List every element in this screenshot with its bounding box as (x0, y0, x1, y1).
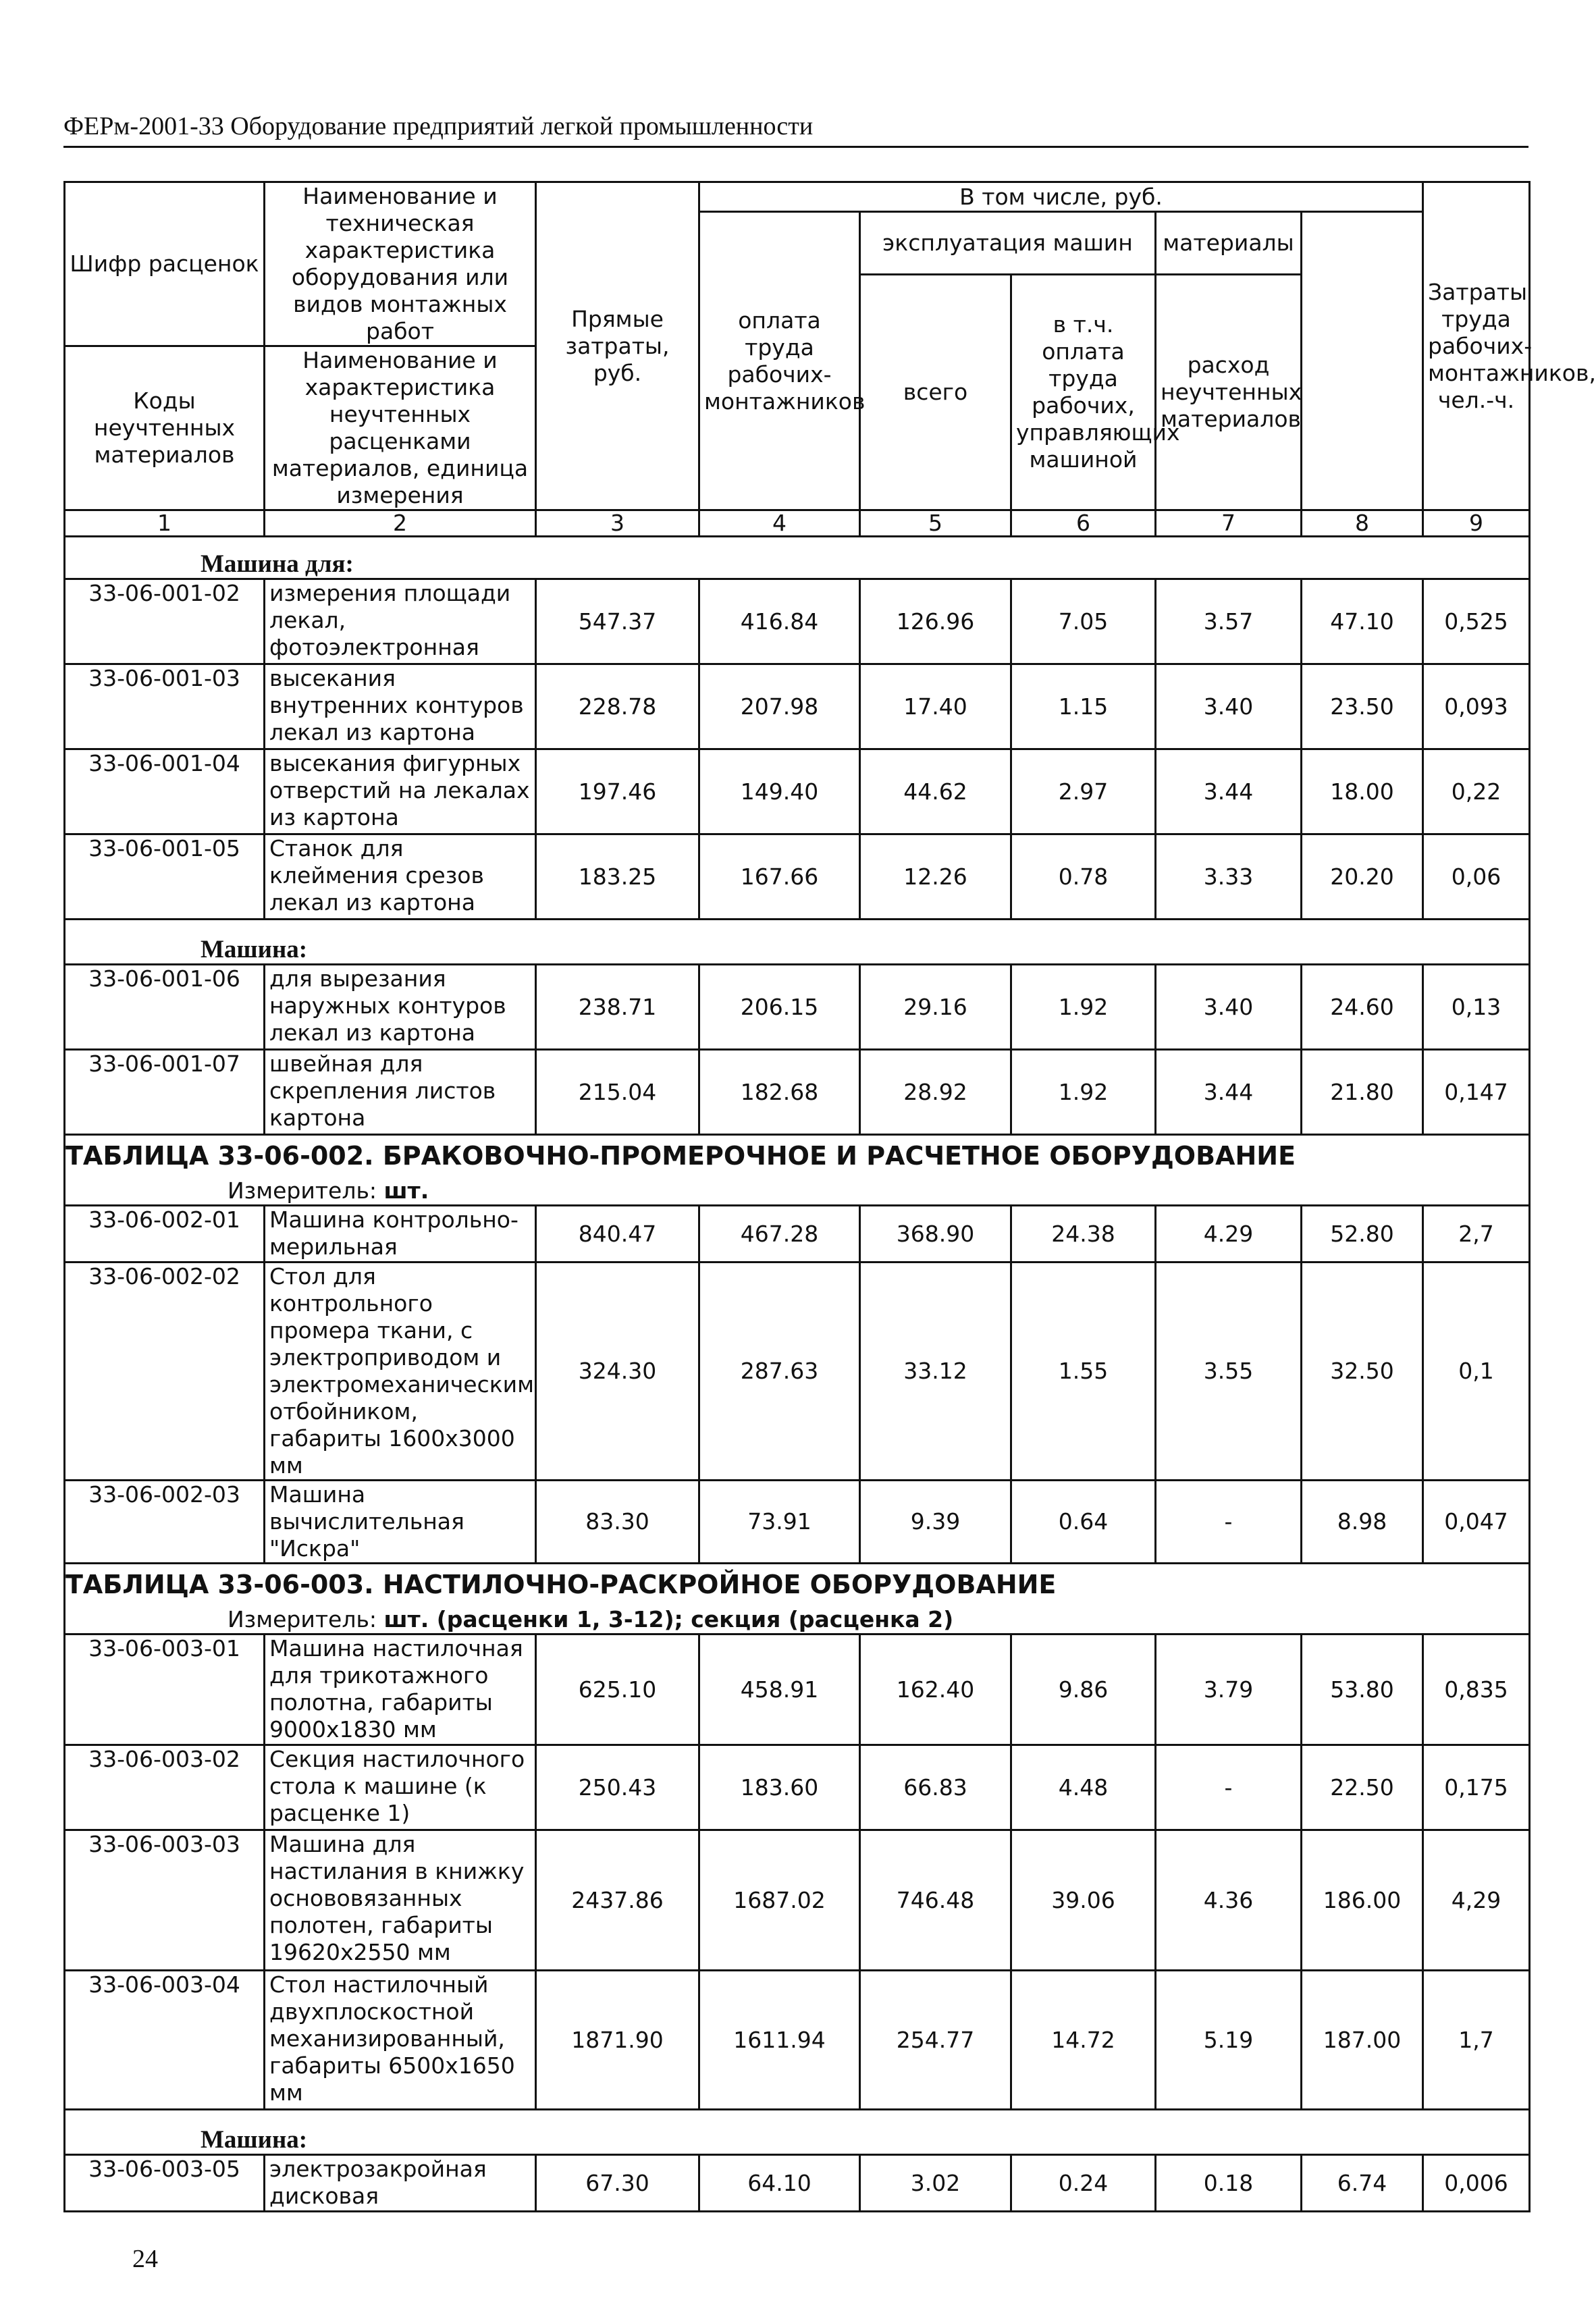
col-header-machines-total: всего (860, 274, 1011, 510)
materials: 3.40 (1156, 965, 1302, 1050)
col-header-labor-pay: оплата труда рабочих-монтажников (699, 212, 860, 510)
table-title: ТАБЛИЦА 33-06-003. НАСТИЛОЧНО-РАСКРОЙНОЕ ОБОРУДОВАНИЕ (65, 1564, 1530, 1605)
rate-code: 33-06-001-04 (65, 749, 265, 834)
group-label: Машина для: (65, 537, 1530, 579)
labor-hours: 6.74 (1302, 2155, 1423, 2212)
rate-code: 33-06-003-03 (65, 1830, 265, 1971)
rate-code: 33-06-003-01 (65, 1634, 265, 1745)
rate-name: Станок для клеймения срезов лекал из картона (265, 834, 536, 920)
machines-total: 126.96 (860, 579, 1011, 664)
rate-name: Стол для контрольного промера ткани, с электроприводом и электромеханическим отбойником, габариты 1600х3000 мм (265, 1262, 536, 1481)
labor-hours: 53.80 (1302, 1634, 1423, 1745)
labor-pay: 206.15 (699, 965, 860, 1050)
labor-pay: 182.68 (699, 1050, 860, 1135)
table-row (65, 2155, 1530, 2212)
labor-pay: 73.91 (699, 1481, 860, 1564)
machines-total: 66.83 (860, 1745, 1011, 1830)
measure-label: Измеритель: (228, 1177, 377, 1204)
column-number: 4 (699, 510, 860, 537)
rate-code: 33-06-002-02 (65, 1262, 265, 1481)
materials: - (1156, 1745, 1302, 1830)
labor-pay: 287.63 (699, 1262, 860, 1481)
labor-hours: 23.50 (1302, 664, 1423, 749)
labor-pay: 1611.94 (699, 1971, 860, 2110)
measure-value: шт. (расценки 1, 3-12); секция (расценка 2) (383, 1606, 954, 1632)
measure-unit (65, 1605, 1530, 1634)
machines-operators: 0.64 (1011, 1481, 1156, 1564)
rate-name: для вырезания наружных контуров лекал из картона (265, 965, 536, 1050)
table-title: ТАБЛИЦА 33-06-002. БРАКОВОЧНО-ПРОМЕРОЧНОЕ И РАСЧЕТНОЕ ОБОРУДОВАНИЕ (65, 1135, 1530, 1177)
materials: 3.57 (1156, 579, 1302, 664)
materials: - (1156, 1481, 1302, 1564)
rate-code: 33-06-002-03 (65, 1481, 265, 1564)
materials: 4.36 (1156, 1830, 1302, 1971)
group-row (65, 920, 1530, 965)
column-number: 9 (1423, 510, 1530, 537)
column-numbers-row (65, 510, 1530, 537)
labor-hours: 18.00 (1302, 749, 1423, 834)
group-row (65, 2110, 1530, 2155)
rate-name: Стол настилочный двухплоскостной механизированный, габариты 6500х1650 мм (265, 1971, 536, 2110)
rate-code: 33-06-002-01 (65, 1206, 265, 1262)
table-row (65, 1050, 1530, 1135)
rate-name: высекания внутренних контуров лекал из картона (265, 664, 536, 749)
labor-hours: 47.10 (1302, 579, 1423, 664)
equipment-mass: 0,525 (1423, 579, 1530, 664)
direct-cost: 625.10 (536, 1634, 699, 1745)
materials: 3.40 (1156, 664, 1302, 749)
col-header-name-top: Наименование и техническая характеристика оборудования или видов монтажных работ (265, 182, 536, 346)
labor-pay: 167.66 (699, 834, 860, 920)
table-row (65, 1481, 1530, 1564)
machines-operators: 1.92 (1011, 965, 1156, 1050)
machines-total: 3.02 (860, 2155, 1011, 2212)
direct-cost: 215.04 (536, 1050, 699, 1135)
machines-operators: 14.72 (1011, 1971, 1156, 2110)
rate-code: 33-06-001-03 (65, 664, 265, 749)
labor-pay: 467.28 (699, 1206, 860, 1262)
labor-pay: 416.84 (699, 579, 860, 664)
table-title-row (65, 1135, 1530, 1177)
machines-operators: 0.78 (1011, 834, 1156, 920)
direct-cost: 2437.86 (536, 1830, 699, 1971)
equipment-mass: 0,1 (1423, 1262, 1530, 1481)
direct-cost: 228.78 (536, 664, 699, 749)
measure-row (65, 1176, 1530, 1206)
measure-unit (65, 1176, 1530, 1206)
column-number: 3 (536, 510, 699, 537)
machines-operators: 7.05 (1011, 579, 1156, 664)
table-row (65, 1206, 1530, 1262)
rate-name: швейная для скрепления листов картона (265, 1050, 536, 1135)
labor-pay: 1687.02 (699, 1830, 860, 1971)
rate-code: 33-06-001-02 (65, 579, 265, 664)
rates-table (63, 181, 1596, 2212)
equipment-mass: 0,147 (1423, 1050, 1530, 1135)
equipment-mass: 0,175 (1423, 1745, 1530, 1830)
machines-operators: 1.55 (1011, 1262, 1156, 1481)
machines-operators: 39.06 (1011, 1830, 1156, 1971)
rate-code: 33-06-003-04 (65, 1971, 265, 2110)
table-title-row (65, 1564, 1530, 1605)
rate-name: Машина для настилания в книжку основовязанных полотен, габариты 19620х2550 мм (265, 1830, 536, 1971)
labor-hours: 20.20 (1302, 834, 1423, 920)
labor-hours: 22.50 (1302, 1745, 1423, 1830)
table-row (65, 1830, 1530, 1971)
labor-pay: 207.98 (699, 664, 860, 749)
equipment-mass: 0,047 (1423, 1481, 1530, 1564)
labor-hours: 21.80 (1302, 1050, 1423, 1135)
equipment-mass: 0,13 (1423, 965, 1530, 1050)
group-label: Машина: (65, 920, 1530, 965)
rate-code: 33-06-001-07 (65, 1050, 265, 1135)
equipment-mass: 4,29 (1423, 1830, 1530, 1971)
column-number: 1 (65, 510, 265, 537)
machines-total: 12.26 (860, 834, 1011, 920)
rate-name: электрозакройная дисковая (265, 2155, 536, 2212)
table-row (65, 834, 1530, 920)
machines-total: 162.40 (860, 1634, 1011, 1745)
column-number: 2 (265, 510, 536, 537)
materials: 5.19 (1156, 1971, 1302, 2110)
materials: 3.79 (1156, 1634, 1302, 1745)
page-number: 24 (132, 2245, 158, 2273)
labor-hours: 186.00 (1302, 1830, 1423, 1971)
direct-cost: 840.47 (536, 1206, 699, 1262)
col-header-code-top: Шифр расценок (65, 182, 265, 346)
direct-cost: 1871.90 (536, 1971, 699, 2110)
machines-total: 254.77 (860, 1971, 1011, 2110)
col-header-including: В том числе, руб. (699, 182, 1423, 212)
equipment-mass: 0,22 (1423, 749, 1530, 834)
table-row (65, 1262, 1530, 1481)
measure-value: шт. (383, 1177, 429, 1204)
equipment-mass: 0,006 (1423, 2155, 1530, 2212)
rate-code: 33-06-001-05 (65, 834, 265, 920)
materials: 3.33 (1156, 834, 1302, 920)
labor-hours: 8.98 (1302, 1481, 1423, 1564)
machines-total: 28.92 (860, 1050, 1011, 1135)
direct-cost: 83.30 (536, 1481, 699, 1564)
direct-cost: 324.30 (536, 1262, 699, 1481)
table-row (65, 965, 1530, 1050)
col-header-extra (1302, 212, 1423, 510)
equipment-mass: 0,06 (1423, 834, 1530, 920)
col-header-direct: Прямые затраты, руб. (536, 182, 699, 510)
group-row (65, 537, 1530, 579)
col-header-machines-operators: в т.ч. оплата труда рабочих, управляющих машиной (1011, 274, 1156, 510)
rate-code: 33-06-001-06 (65, 965, 265, 1050)
equipment-mass: 0,835 (1423, 1634, 1530, 1745)
equipment-mass: 0,093 (1423, 664, 1530, 749)
rate-code: 33-06-003-02 (65, 1745, 265, 1830)
machines-total: 746.48 (860, 1830, 1011, 1971)
machines-total: 368.90 (860, 1206, 1011, 1262)
column-number: 8 (1302, 510, 1423, 537)
machines-operators: 1.92 (1011, 1050, 1156, 1135)
labor-pay: 458.91 (699, 1634, 860, 1745)
group-label: Машина: (65, 2110, 1530, 2155)
measure-label: Измеритель: (228, 1606, 377, 1632)
materials: 3.55 (1156, 1262, 1302, 1481)
machines-total: 9.39 (860, 1481, 1011, 1564)
machines-total: 44.62 (860, 749, 1011, 834)
machines-operators: 9.86 (1011, 1634, 1156, 1745)
page-header: ФЕРм-2001-33 Оборудование предприятий легкой промышленности (63, 109, 1528, 148)
labor-hours: 52.80 (1302, 1206, 1423, 1262)
rate-name: Машина настилочная для трикотажного полотна, габариты 9000х1830 мм (265, 1634, 536, 1745)
col-header-name-bottom: Наименование и характеристика неучтенных расценками материалов, единица измерения (265, 346, 536, 510)
machines-operators: 2.97 (1011, 749, 1156, 834)
labor-pay: 64.10 (699, 2155, 860, 2212)
direct-cost: 547.37 (536, 579, 699, 664)
rate-name: Машина контрольно-мерильная (265, 1206, 536, 1262)
rate-name: Машина вычислительная "Искра" (265, 1481, 536, 1564)
equipment-mass: 1,7 (1423, 1971, 1530, 2110)
direct-cost: 183.25 (536, 834, 699, 920)
rate-name: измерения площади лекал, фотоэлектронная (265, 579, 536, 664)
direct-cost: 238.71 (536, 965, 699, 1050)
table-row (65, 664, 1530, 749)
materials: 0.18 (1156, 2155, 1302, 2212)
column-number: 5 (860, 510, 1011, 537)
col-header-materials-unaccounted: расход неучтенных материалов (1156, 274, 1302, 510)
labor-hours: 187.00 (1302, 1971, 1423, 2110)
table-row (65, 749, 1530, 834)
col-header-materials: материалы (1156, 212, 1302, 275)
column-number: 7 (1156, 510, 1302, 537)
machines-total: 33.12 (860, 1262, 1011, 1481)
rate-name: Секция настилочного стола к машине (к расценке 1) (265, 1745, 536, 1830)
measure-row (65, 1605, 1530, 1634)
materials: 3.44 (1156, 749, 1302, 834)
equipment-mass: 2,7 (1423, 1206, 1530, 1262)
machines-total: 29.16 (860, 965, 1011, 1050)
col-header-code-bottom: Коды неучтенных материалов (65, 346, 265, 510)
direct-cost: 197.46 (536, 749, 699, 834)
table-row (65, 1745, 1530, 1830)
machines-operators: 4.48 (1011, 1745, 1156, 1830)
labor-pay: 183.60 (699, 1745, 860, 1830)
materials: 4.29 (1156, 1206, 1302, 1262)
col-header-machines: эксплуатация машин (860, 212, 1156, 275)
materials: 3.44 (1156, 1050, 1302, 1135)
labor-pay: 149.40 (699, 749, 860, 834)
table-row (65, 1634, 1530, 1745)
direct-cost: 250.43 (536, 1745, 699, 1830)
machines-operators: 1.15 (1011, 664, 1156, 749)
table-row (65, 579, 1530, 664)
col-header-labor-cost: Затраты труда рабочих-монтажников, чел.-ч. (1423, 182, 1530, 510)
machines-operators: 24.38 (1011, 1206, 1156, 1262)
labor-hours: 32.50 (1302, 1262, 1423, 1481)
machines-total: 17.40 (860, 664, 1011, 749)
rate-name: высекания фигурных отверстий на лекалах из картона (265, 749, 536, 834)
column-number: 6 (1011, 510, 1156, 537)
labor-hours: 24.60 (1302, 965, 1423, 1050)
table-row (65, 1971, 1530, 2110)
machines-operators: 0.24 (1011, 2155, 1156, 2212)
direct-cost: 67.30 (536, 2155, 699, 2212)
rate-code: 33-06-003-05 (65, 2155, 265, 2212)
